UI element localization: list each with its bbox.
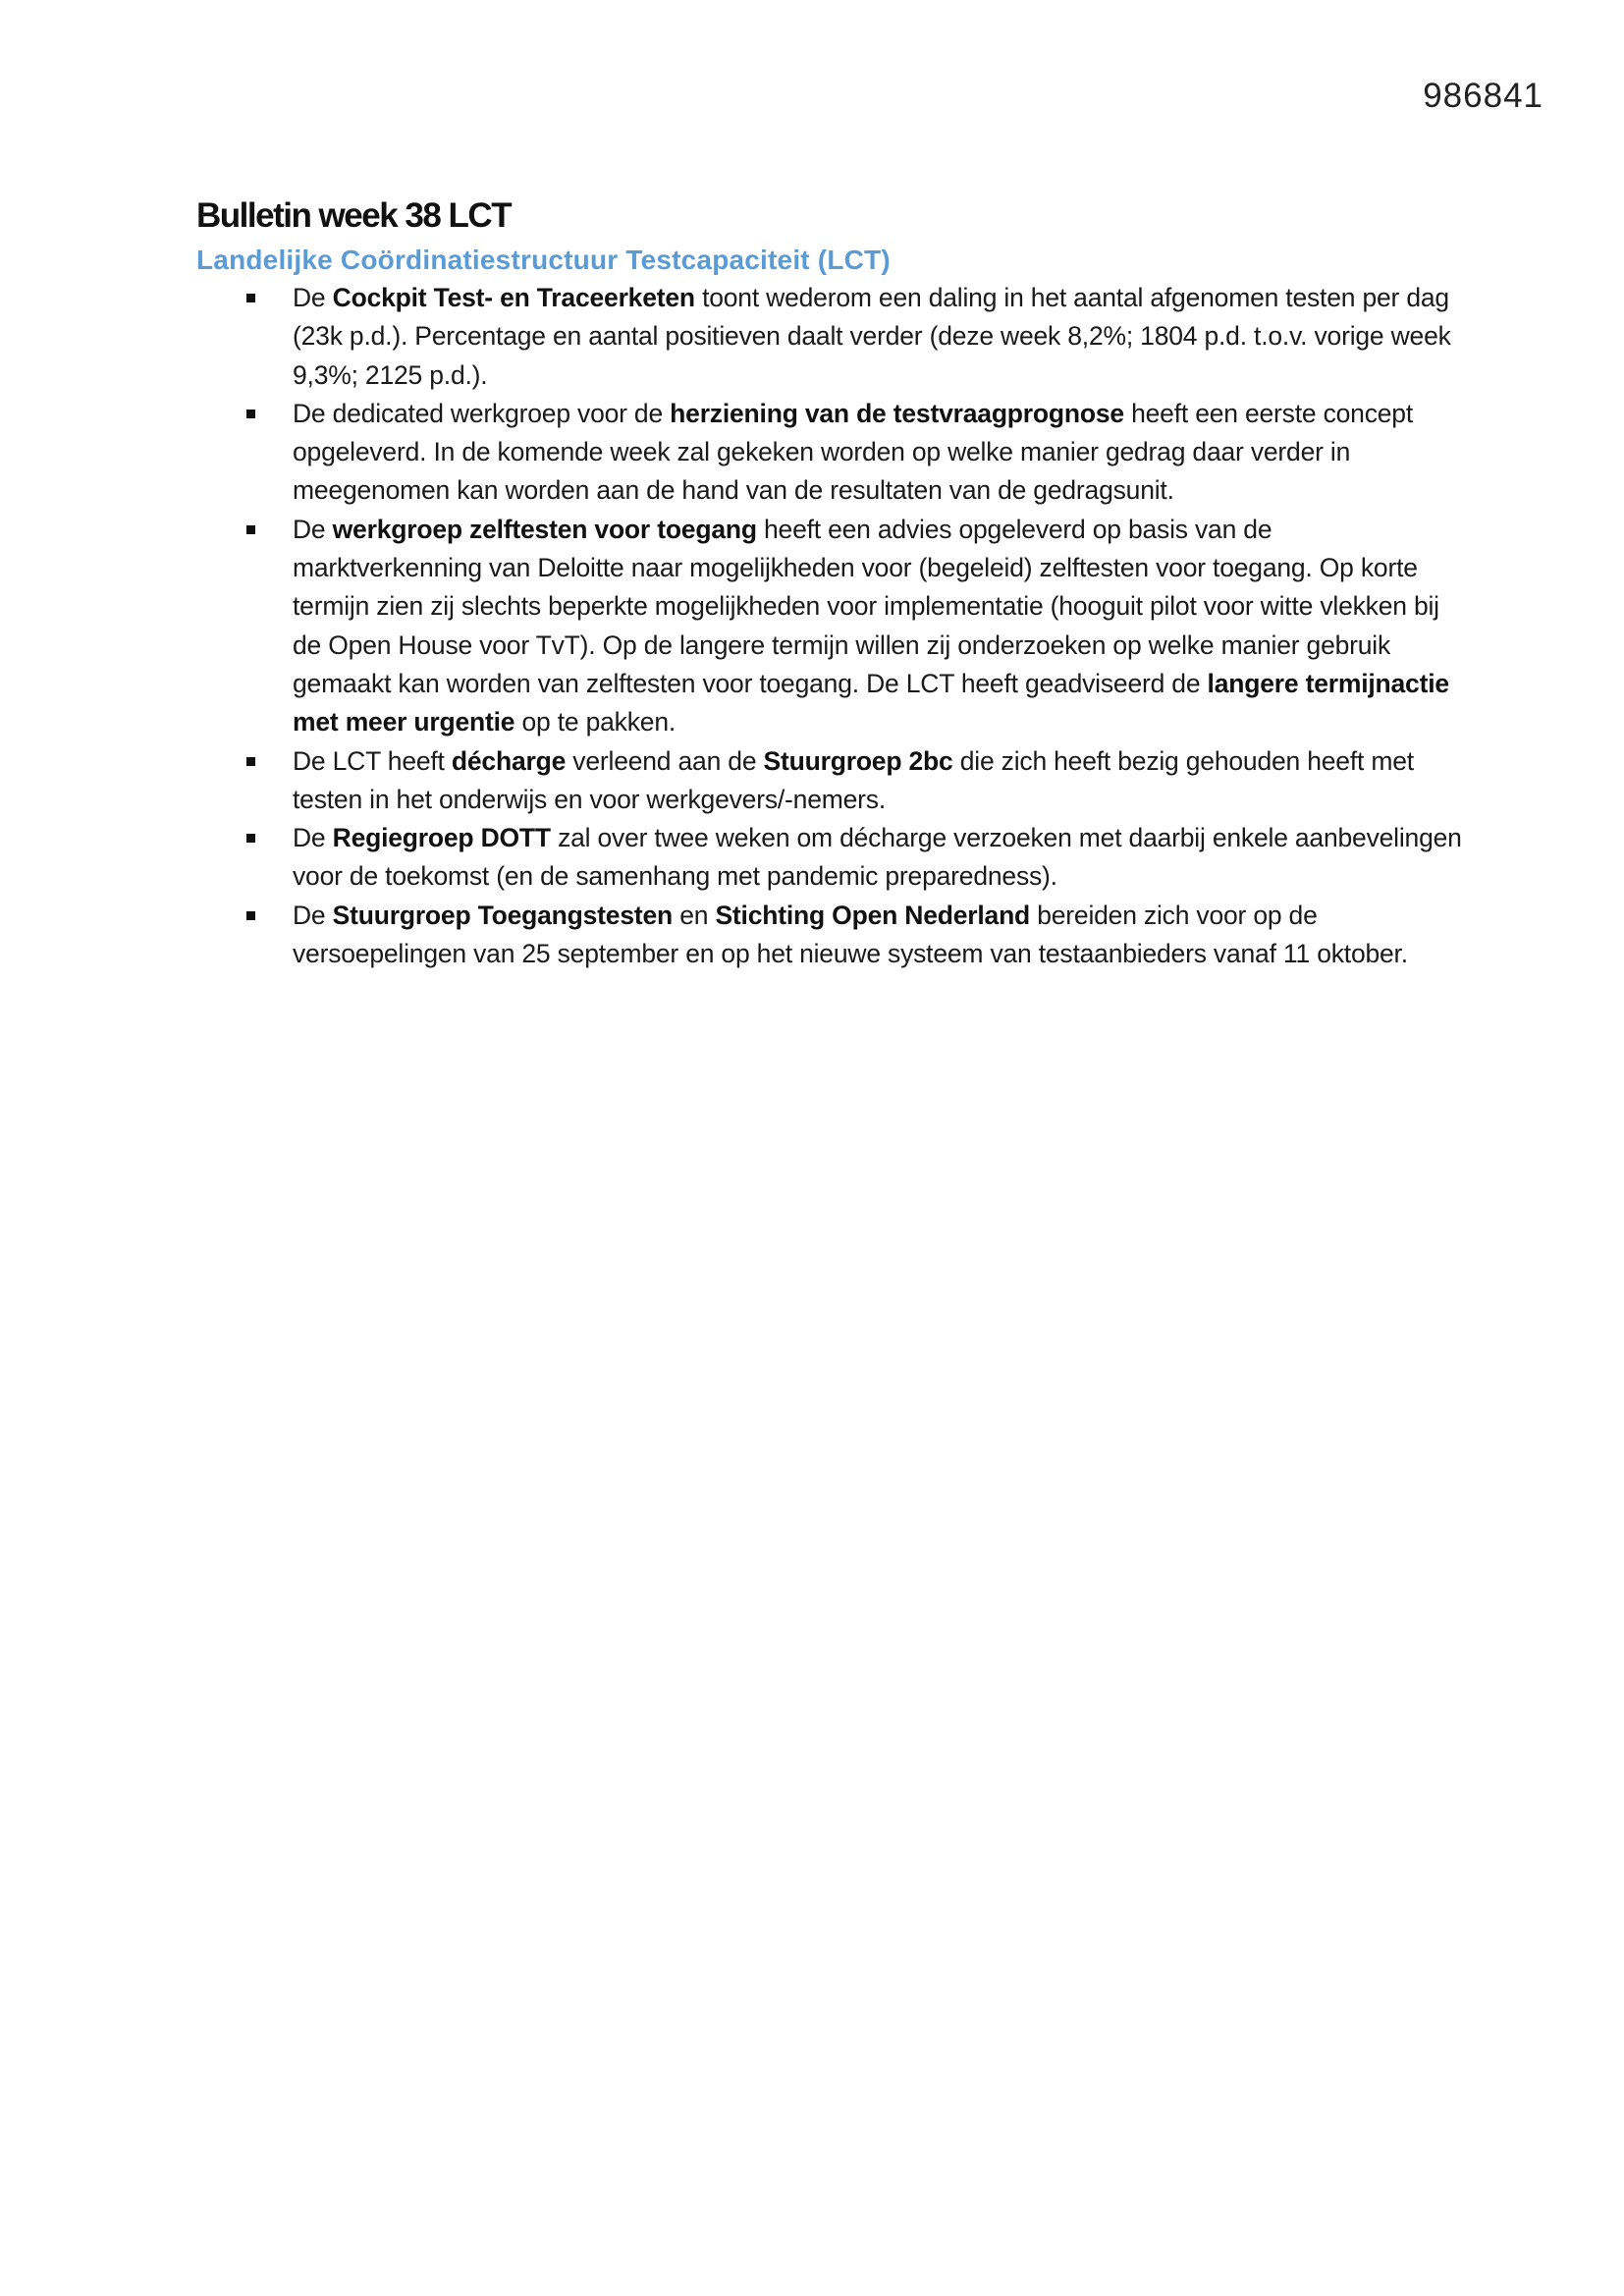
- text-segment: De dedicated werkgroep voor de: [293, 398, 671, 428]
- square-bullet-icon: [246, 294, 255, 302]
- list-item: [293, 511, 1463, 742]
- text-segment: en: [673, 900, 716, 930]
- list-item-text: [293, 901, 1408, 968]
- bold-text-segment: décharge: [451, 745, 567, 776]
- text-segment: De LCT heeft: [293, 745, 452, 776]
- square-bullet-icon: [246, 525, 255, 534]
- list-item: [293, 819, 1463, 897]
- square-bullet-icon: [246, 834, 255, 843]
- text-segment: De: [293, 514, 333, 544]
- list-item-text: [293, 746, 1414, 814]
- text-segment: heeft een eerste concept opgeleverd. In de komende week zal gekeken worden op welke manier gedrag daar verder in meegenomen kan worden aan de hand van de resultaten van de gedragsunit.: [293, 398, 1414, 506]
- bold-text-segment: Cockpit Test- en Traceerketen: [332, 283, 695, 312]
- bullet-list: [196, 279, 1463, 973]
- bold-text-segment: Stichting Open Nederland: [715, 900, 1031, 930]
- bold-text-segment: Stuurgroep 2bc: [763, 745, 953, 776]
- bold-text-segment: herziening van de testvraagprognose: [670, 398, 1124, 428]
- text-segment: verleend aan de: [566, 745, 764, 776]
- text-segment: bereiden zich voor op de versoepelingen van 25 september en op het nieuwe systeem van testaanbieders vanaf 11 oktober.: [293, 900, 1408, 969]
- text-segment: De: [293, 823, 333, 853]
- list-item-text: [293, 399, 1413, 506]
- text-segment: die zich heeft bezig gehouden heeft met testen in het onderwijs en voor werkgevers/-nemers.: [293, 745, 1414, 814]
- list-item: [293, 279, 1463, 395]
- list-item-text: [293, 823, 1462, 891]
- text-segment: toont wederom een daling in het aantal afgenomen testen per dag (23k p.d.). Percentage en aantal positieven daalt verder (deze week 8,2%; 1804 p.d. t.o.v. vorige week 9,3%; 2125 p.d.).: [293, 283, 1451, 390]
- list-item: [293, 742, 1463, 820]
- square-bullet-icon: [246, 757, 255, 766]
- square-bullet-icon: [246, 911, 255, 920]
- document-subtitle: Landelijke Coördinatiestructuur Testcapaciteit (LCT): [196, 245, 891, 275]
- list-item: [293, 897, 1463, 974]
- list-item-text: [293, 515, 1449, 737]
- text-segment: De: [293, 283, 333, 312]
- document-body: [196, 192, 1463, 973]
- page-number: 986841: [1423, 77, 1543, 115]
- square-bullet-icon: [246, 410, 255, 418]
- bold-text-segment: langere termijnactie met meer urgentie: [293, 668, 1449, 738]
- text-segment: zal over twee weken om décharge verzoeken met daarbij enkele aanbevelingen voor de toekomst (en de samenhang met pandemic preparedness).: [293, 823, 1462, 892]
- list-item: [293, 395, 1463, 511]
- list-item-text: [293, 283, 1451, 390]
- bold-text-segment: Regiegroep DOTT: [332, 823, 551, 853]
- text-segment: De: [293, 900, 333, 930]
- bold-text-segment: werkgroep zelftesten voor toegang: [332, 514, 757, 544]
- text-segment: op te pakken.: [514, 707, 677, 738]
- text-segment: heeft een advies opgeleverd op basis van de marktverkenning van Deloitte naar mogelijkheden voor (begeleid) zelftesten voor toegang. Op korte termijn zien zij slechts beperkte mogelijkheden voor implementatie (hooguit pilot voor witte vlekken bij de Open House voor TvT). Op de langere termijn willen zij onderzoeken op welke manier gebruik gemaakt kan worden van zelftesten voor toegang. De LCT heeft geadviseerd de: [293, 514, 1439, 698]
- document-title: Bulletin week 38 LCT: [196, 196, 512, 235]
- bold-text-segment: Stuurgroep Toegangstesten: [332, 900, 674, 930]
